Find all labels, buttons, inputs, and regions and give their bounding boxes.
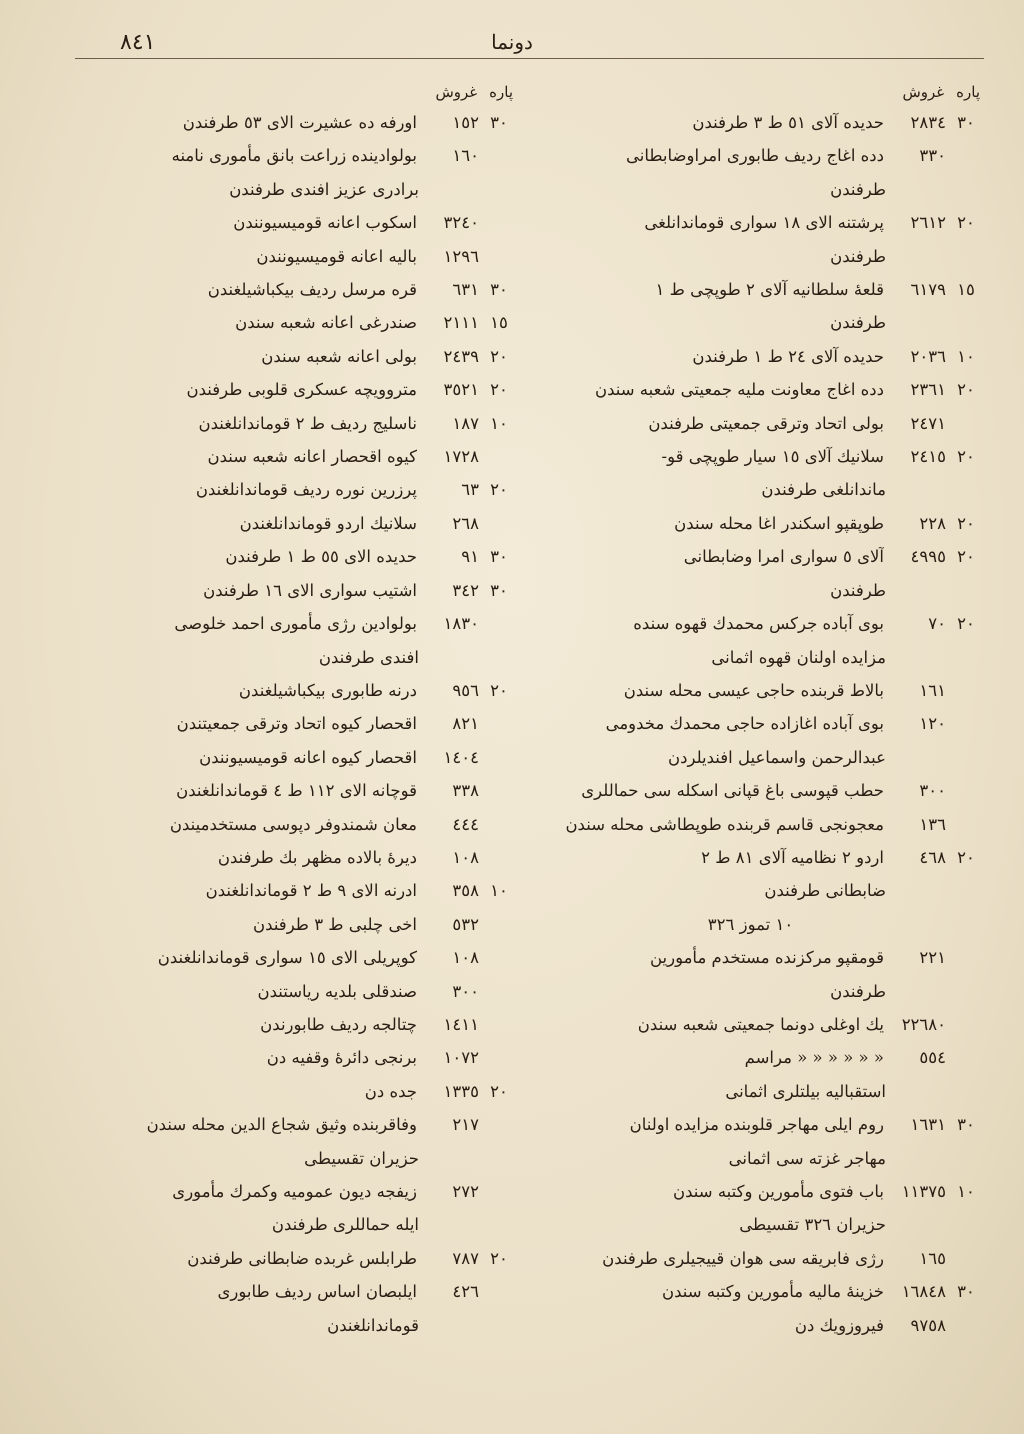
header-rule [75, 58, 984, 59]
entry-text: اسکوب اعانه قومیسیونندن [233, 213, 417, 233]
para-amount: ٣٠ [490, 280, 508, 300]
entry-text: درنه طابوری بیکباشیلغندن [238, 680, 417, 700]
entry-row [90, 1242, 517, 1275]
entry-text: خزینهٔ مالیه مأمورین وکتبه سندن [662, 1282, 884, 1302]
entry-text: دیرهٔ بالاده مظهر بك طرفندن [217, 847, 417, 867]
left-entries [90, 106, 517, 1342]
entry-text: روم ایلی مهاجر قلوبنده مزایده اولنان [629, 1115, 884, 1135]
para-amount: ٢٠ [490, 480, 508, 500]
para-amount [948, 808, 984, 841]
kurus-amount: ١٧٢٨ [443, 447, 479, 467]
para-amount: ١٥ [490, 313, 508, 333]
kurus-amount: ٣٣٠ [919, 146, 946, 166]
para-amount [948, 139, 984, 172]
kurus-amount: ١٣٣٥ [443, 1081, 479, 1101]
kurus-amount: ١٢٩٦ [443, 246, 479, 266]
entry-text: سلانیك آلای ١٥ سیار طوپچی قو- [661, 447, 884, 467]
entry-continuation: طرفندن [830, 179, 886, 199]
entry-text: رژی فابریقه سی هوان قییجیلری طرفندن [602, 1248, 884, 1268]
entry-text: طوپقپو اسکندر اغا محله سندن [674, 513, 884, 533]
entry-row [90, 473, 517, 506]
entry-continuation: برادری عزیز افندی طرفندن [229, 179, 419, 199]
kurus-amount: ٢٣٦١ [910, 380, 946, 400]
para-amount [481, 841, 517, 874]
para-amount: ٢٠ [490, 1081, 508, 1101]
entry-row [557, 440, 984, 473]
entry-text: بولی اتحاد وترقی جمعیتی طرفندن [648, 413, 884, 433]
entry-row [90, 206, 517, 239]
kurus-amount: ٣٢٤٠ [443, 213, 479, 233]
right-entries [557, 106, 984, 1342]
entry-continuation: قوماندانلغندن [327, 1315, 419, 1335]
para-amount [948, 1041, 984, 1074]
entry-row [90, 507, 517, 540]
entry-text: صندقلی بلدیه ریاستندن [257, 981, 417, 1001]
para-amount [948, 774, 984, 807]
kurus-amount: ١٠٨ [452, 847, 479, 867]
entry-text: قومقپو مرکزنده مستخدم مأمورین [649, 948, 884, 968]
para-amount [481, 1175, 517, 1208]
kurus-heading: غروش [902, 83, 945, 101]
entry-text: دده اغاج ردیف طابوری امراوضابطانی [626, 146, 884, 166]
entry-continuation: طرفندن [830, 981, 886, 1001]
entry-row [90, 1041, 517, 1074]
kurus-amount: ٢٧٢ [452, 1182, 479, 1201]
kurus-amount: ١٤١١ [443, 1014, 479, 1034]
para-amount: ٢٠ [957, 614, 975, 634]
kurus-amount: ٢٨٣٤ [910, 113, 946, 132]
para-amount [481, 507, 517, 540]
kurus-amount: ١٨٣٠ [443, 614, 479, 634]
entry-row [557, 106, 984, 139]
kurus-amount: ٢٦١٢ [910, 213, 946, 233]
entry-row [557, 407, 984, 440]
entry-row [557, 540, 984, 573]
para-heading: پاره [956, 83, 980, 101]
kurus-amount: ٨٢١ [452, 714, 479, 734]
entry-continuation: استقبالیه بیلتلری اثمانی [725, 1081, 886, 1101]
left-column [90, 78, 517, 1374]
entry-text: باب فتوی مأمورین وکتبه سندن [673, 1182, 884, 1201]
para-amount [481, 908, 517, 941]
kurus-amount: ١٤٠٤ [443, 747, 479, 767]
entry-text: کوپریلی الای ١٥ سواری قوماندانلغندن [157, 948, 417, 968]
entry-row [557, 340, 984, 373]
entry-row [557, 941, 984, 974]
entry-row [557, 774, 984, 807]
para-amount: ١٥ [957, 280, 975, 300]
entry-row [90, 306, 517, 339]
entry-continuation: طرفندن [830, 313, 886, 333]
entry-row [90, 908, 517, 941]
kurus-amount: ١٣٦ [919, 814, 946, 834]
para-amount [481, 774, 517, 807]
entry-text: اورفه ده عشیرت الای ٥٣ طرفندن [182, 113, 417, 132]
para-amount: ٢٠ [957, 547, 975, 567]
entry-text: بولوادین رژی مأموری احمد خلوصی [174, 614, 417, 634]
entry-text: برنجی دائرهٔ وقفیه دن [266, 1048, 417, 1068]
kurus-amount: ٤٦٨ [919, 847, 946, 867]
entry-text: بالیه اعانه قومیسیونندن [256, 246, 417, 266]
entry-text: ایلبصان اساس ردیف طابوری [217, 1282, 417, 1302]
kurus-amount: ٢٤٣٩ [443, 346, 479, 366]
entry-continuation: مهاجر غزته سی اثمانی [728, 1148, 886, 1168]
column-head [90, 78, 517, 106]
para-amount: ٢٠ [490, 1248, 508, 1268]
para-amount: ٢٠ [490, 346, 508, 366]
entry-text: حدیده آلای ٢٤ ط ١ طرفندن [692, 346, 884, 366]
entry-text: اردو ٢ نظامیه آلای ٨١ ط ٢ [701, 847, 884, 867]
para-amount: ٣٠ [490, 113, 508, 132]
entry-row [557, 607, 984, 640]
kurus-amount: ١٥٢ [452, 113, 479, 132]
entry-text: حطب قپوسی باغ قپانی اسکله سی حماللری [581, 781, 884, 801]
running-title: دونما [491, 30, 533, 54]
entry-row [90, 540, 517, 573]
kurus-amount: ٦١٧٩ [910, 280, 946, 300]
entry-continuation: ماندانلغی طرفندن [761, 480, 886, 500]
entry-text: کیوه اقحصار اعانه شعبه سندن [207, 447, 417, 467]
para-amount: ٢٠ [957, 847, 975, 867]
entry-text: بالاط قربنده حاجی عیسی محله سندن [623, 680, 884, 700]
entry-text: یك اوغلی دونما جمعیتی شعبه سندن [637, 1014, 884, 1034]
para-amount: ٢٠ [490, 680, 508, 700]
entry-row [557, 1108, 984, 1141]
entry-row [90, 741, 517, 774]
entry-row [90, 1075, 517, 1108]
entry-row [557, 707, 984, 740]
entry-row [90, 607, 517, 640]
kurus-amount: ٣٣٨ [452, 781, 479, 801]
entry-continuation: طرفندن [830, 580, 886, 600]
kurus-amount: ٢١٧ [452, 1115, 479, 1135]
entry-text: دده اغاج معاونت ملیه جمعیتی شعبه سندن [594, 380, 884, 400]
entry-text: زیفجه دیون عمومیه وکمرك مأموری [172, 1182, 417, 1201]
entry-text: بوی آباده اغازاده حاجی محمدك مخدومی [605, 714, 884, 734]
kurus-amount: ٣٥٢١ [443, 380, 479, 400]
entry-row [557, 1008, 984, 1041]
entry-text: قوچانه الای ١١٢ ط ٤ قوماندانلغندن [176, 781, 417, 801]
entry-row [90, 941, 517, 974]
entry-row [90, 340, 517, 373]
para-amount [481, 440, 517, 473]
para-amount: ٣٠ [957, 1282, 975, 1302]
para-amount [481, 975, 517, 1008]
kurus-amount: ٢٦٨ [452, 513, 479, 533]
entry-row [557, 841, 984, 874]
entry-text: طرابلس غربده ضابطانی طرفندن [187, 1248, 417, 1268]
kurus-amount: ٣٠٠ [919, 781, 946, 801]
entry-row [90, 1275, 517, 1308]
entry-text: آلای ٥ سواری امرا وضابطانی [683, 547, 884, 567]
entry-row [557, 1275, 984, 1308]
para-amount: ٢٠ [490, 380, 508, 400]
entry-continuation: حزیران ٣٢٦ تقسیطی [739, 1215, 886, 1235]
para-amount [481, 607, 517, 640]
entry-continuation: عبدالرحمن واسماعیل افندیلردن [668, 747, 886, 767]
kurus-amount: ١١٣٧٥ [901, 1182, 946, 1201]
entry-text: متروویچه عسکری قلوبی طرفندن [186, 380, 417, 400]
para-amount [481, 808, 517, 841]
entry-row [90, 808, 517, 841]
entry-row [557, 273, 984, 306]
entry-row [557, 373, 984, 406]
entry-text: معجونجی قاسم قربنده طوپطاشی محله سندن [565, 814, 884, 834]
para-amount [948, 1309, 984, 1342]
entry-row [557, 1309, 984, 1342]
kurus-amount: ١٦١ [919, 680, 946, 700]
entry-row [90, 574, 517, 607]
para-amount [948, 674, 984, 707]
para-amount [481, 1008, 517, 1041]
entry-text: « « « « « « مراسم [744, 1048, 884, 1068]
entry-row [557, 1242, 984, 1275]
para-amount [481, 240, 517, 273]
kurus-amount: ١٨٧ [452, 413, 479, 433]
entry-row [90, 1008, 517, 1041]
entry-text: فیروزویك دن [794, 1315, 884, 1335]
para-amount: ١٠ [957, 346, 975, 366]
entry-continuation: مزایده اولنان قهوه اثمانی [711, 647, 886, 667]
entry-row [90, 240, 517, 273]
entry-text: چتالجه ردیف طابورندن [260, 1014, 417, 1034]
para-amount: ٢٠ [957, 380, 975, 400]
entry-row [90, 106, 517, 139]
entry-text: اشتیب سواری الای ١٦ طرفندن [203, 580, 417, 600]
entry-row [90, 1108, 517, 1141]
entry-row [90, 440, 517, 473]
para-amount [481, 206, 517, 239]
entry-text: پرزرین نوره ردیف قوماندانلغندن [195, 480, 417, 500]
entry-continuation: ایله حماللری طرفندن [271, 1215, 419, 1235]
para-amount: ١٠ [490, 413, 508, 433]
kurus-amount: ٦٣ [461, 480, 479, 500]
kurus-amount: ١٦٥ [919, 1248, 946, 1268]
kurus-amount: ٢٢١ [919, 948, 946, 968]
kurus-amount: ٩١ [461, 547, 479, 567]
entry-text: بولوادینده زراعت بانق مأموری نامنه [171, 146, 417, 166]
entry-continuation: طرفندن [830, 246, 886, 266]
para-heading: پاره [489, 83, 513, 101]
para-amount: ٣٠ [490, 580, 508, 600]
entry-row [90, 707, 517, 740]
entry-text: بولی اعانه شعبه سندن [261, 346, 417, 366]
entry-text: معان شمندوفر دپوسی مستخدمیندن [169, 814, 417, 834]
para-amount [948, 941, 984, 974]
entry-text: اخی چلبی ط ٣ طرفندن [253, 914, 417, 934]
date-subheading: ١٠ تموز ٣٢٦ [707, 914, 794, 934]
entry-row [557, 507, 984, 540]
kurus-amount: ٢٤١٥ [910, 447, 946, 467]
entry-row [90, 1175, 517, 1208]
kurus-amount: ٤٤٤ [452, 814, 479, 834]
entry-row [90, 407, 517, 440]
para-amount [481, 941, 517, 974]
entry-row [90, 774, 517, 807]
entry-text: ناسلیج ردیف ط ٢ قوماندانلغندن [198, 413, 417, 433]
kurus-amount: ٢٢٦٨٠ [901, 1014, 946, 1034]
right-column [557, 78, 984, 1374]
para-amount [948, 407, 984, 440]
para-amount: ٢٠ [957, 513, 975, 533]
entry-continuation: ضابطانی طرفندن [764, 881, 886, 901]
entry-row [90, 841, 517, 874]
para-amount [481, 1108, 517, 1141]
kurus-amount: ٢٤٧١ [910, 413, 946, 433]
entry-row [90, 874, 517, 907]
kurus-amount: ٦٣١ [452, 280, 479, 300]
para-amount: ٣٠ [957, 1115, 975, 1135]
columns [90, 78, 984, 1374]
entry-continuation: حزیران تقسیطی [304, 1148, 419, 1168]
para-amount [948, 1008, 984, 1041]
kurus-amount: ٥٣٢ [452, 914, 479, 934]
para-amount: ١٠ [957, 1182, 975, 1201]
entry-text: قلعهٔ سلطانیه آلای ٢ طوپچی ط ١ [655, 280, 884, 300]
entry-row [90, 273, 517, 306]
entry-text: حدیده الای ٥٥ ط ١ طرفندن [225, 547, 417, 567]
kurus-amount: ١٢٠ [919, 714, 946, 734]
entry-text: اقحصار کیوه اتحاد وترقی جمعیتندن [176, 714, 417, 734]
para-amount: ٢٠ [957, 213, 975, 233]
kurus-amount: ٣٥٨ [452, 881, 479, 901]
entry-row [90, 373, 517, 406]
kurus-amount: ٩٥٦ [452, 680, 479, 700]
kurus-amount: ٤٢٦ [452, 1282, 479, 1302]
entry-text: بوی آباده جرکس محمدك قهوه سنده [633, 614, 884, 634]
entry-row [90, 674, 517, 707]
para-amount [481, 139, 517, 172]
column-head [557, 78, 984, 106]
entry-text: پرشتنه الای ١٨ سواری قوماندانلغی [644, 213, 884, 233]
para-amount [481, 707, 517, 740]
kurus-amount: ٢٢٨ [919, 513, 946, 533]
para-amount [481, 1041, 517, 1074]
kurus-amount: ٧٨٧ [452, 1248, 479, 1268]
para-amount [481, 1275, 517, 1308]
entry-row [557, 808, 984, 841]
entry-row [557, 206, 984, 239]
entry-continuation: افندی طرفندن [318, 647, 419, 667]
para-amount: ٣٠ [957, 113, 975, 132]
kurus-amount: ١٠٧٢ [443, 1048, 479, 1068]
entry-row [557, 139, 984, 172]
entry-text: سلانیك اردو قوماندانلغندن [239, 513, 417, 533]
entry-text: جده دن [364, 1081, 417, 1101]
entry-text: اقحصار کیوه اعانه قومیسیونندن [199, 747, 417, 767]
para-amount [481, 741, 517, 774]
kurus-amount: ١٦٣١ [910, 1115, 946, 1135]
entry-text: حدیده آلای ٥١ ط ٣ طرفندن [692, 113, 884, 132]
para-amount: ٢٠ [957, 447, 975, 467]
kurus-amount: ٥٥٤ [919, 1048, 946, 1068]
entry-row [90, 975, 517, 1008]
kurus-amount: ٣٠٠ [452, 981, 479, 1001]
kurus-amount: ٩٧٥٨ [910, 1315, 946, 1335]
kurus-amount: ٢١١١ [443, 313, 479, 333]
kurus-amount: ٣٤٢ [452, 580, 479, 600]
entry-row [557, 674, 984, 707]
kurus-amount: ١٠٨ [452, 948, 479, 968]
entry-row [557, 1175, 984, 1208]
page-number: ٨٤١ [120, 29, 156, 55]
entry-row [557, 1041, 984, 1074]
para-amount: ١٠ [490, 881, 508, 901]
para-amount [948, 1242, 984, 1275]
para-amount: ٣٠ [490, 547, 508, 567]
entry-row [90, 139, 517, 172]
para-amount [948, 707, 984, 740]
kurus-amount: ٢٠٣٦ [910, 346, 946, 366]
kurus-amount: ١٦٠ [452, 146, 479, 166]
kurus-amount: ٧٠ [928, 614, 946, 634]
kurus-amount: ١٦٨٤٨ [901, 1282, 946, 1302]
entry-text: وفاقربنده وثیق شجاع الدین محله سندن [146, 1115, 417, 1135]
entry-text: ادرنه الای ٩ ط ٢ قوماندانلغندن [205, 881, 417, 901]
kurus-amount: ٤٩٩٥ [910, 547, 946, 567]
entry-text: قره مرسل ردیف بیکباشیلغندن [207, 280, 417, 300]
entry-text: صندرغی اعانه شعبه سندن [235, 313, 417, 333]
kurus-heading: غروش [435, 83, 478, 101]
